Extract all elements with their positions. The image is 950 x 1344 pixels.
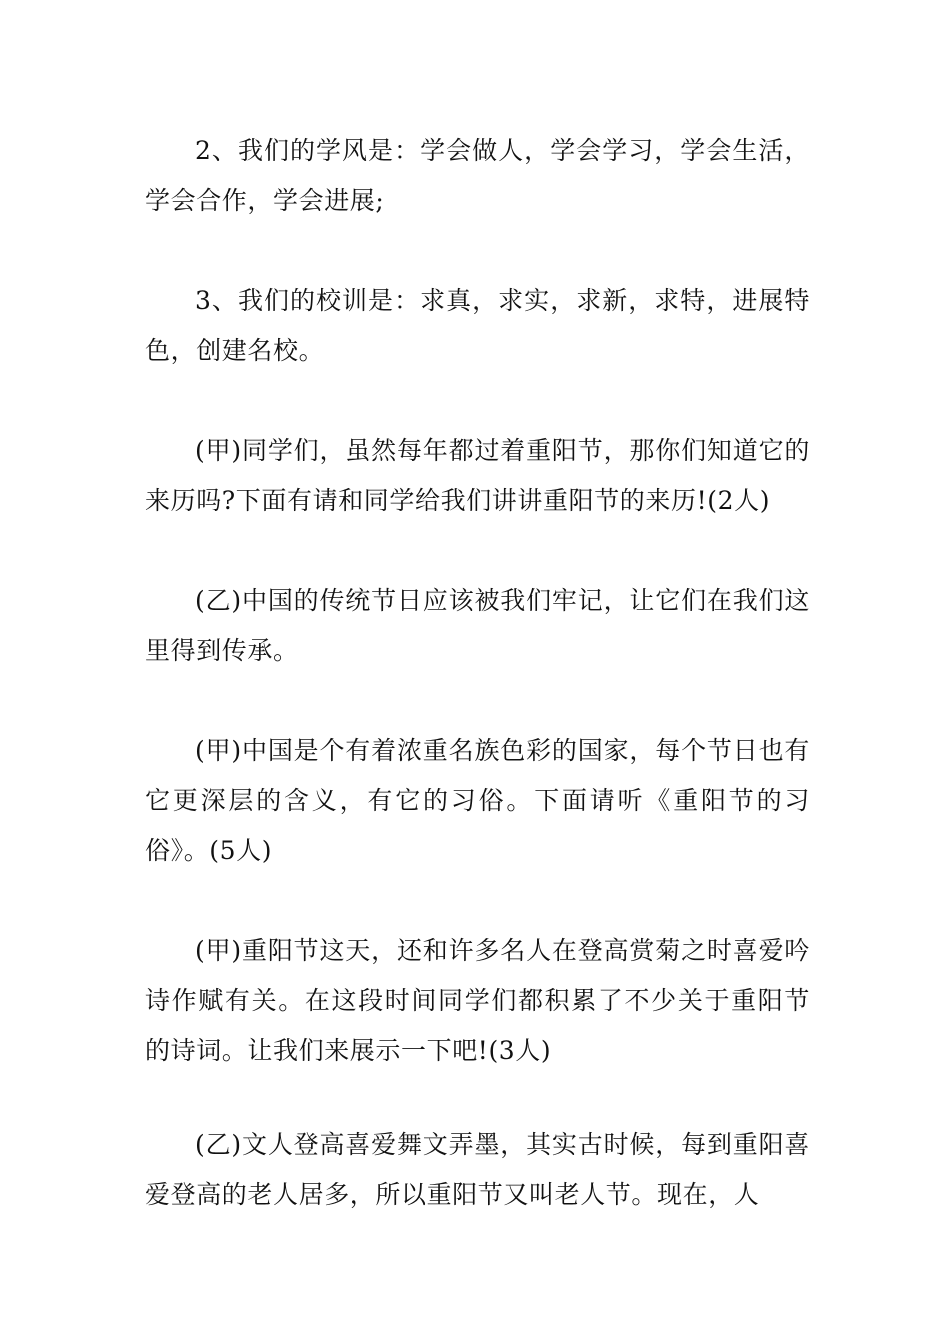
paragraph-customs: (甲)中国是个有着浓重名族色彩的国家，每个节日也有它更深层的含义，有它的习俗。下面请听《重阳节的习俗》。(5人) <box>145 736 810 865</box>
paragraph-study-style: 2、我们的学风是：学会做人，学会学习，学会生活，学会合作，学会进展; <box>145 136 810 215</box>
paragraph-tradition: (乙)中国的传统节日应该被我们牢记，让它们在我们这里得到传承。 <box>145 586 810 665</box>
paragraph-school-motto: 3、我们的校训是：求真，求实，求新，求特，进展特色，创建名校。 <box>145 286 810 365</box>
paragraph-festival-origin: (甲)同学们，虽然每年都过着重阳节，那你们知道它的来历吗?下面有请和同学给我们讲讲重阳节的来历!(2人) <box>145 436 810 515</box>
paragraph-elders-festival: (乙)文人登高喜爱舞文弄墨，其实古时候，每到重阳喜爱登高的老人居多，所以重阳节又叫老人节。现在，人 <box>145 1130 810 1209</box>
paragraph-poems: (甲)重阳节这天，还和许多名人在登高赏菊之时喜爱吟诗作赋有关。在这段时间同学们都积累了不少关于重阳节的诗词。让我们来展示一下吧!(3人) <box>145 936 810 1065</box>
